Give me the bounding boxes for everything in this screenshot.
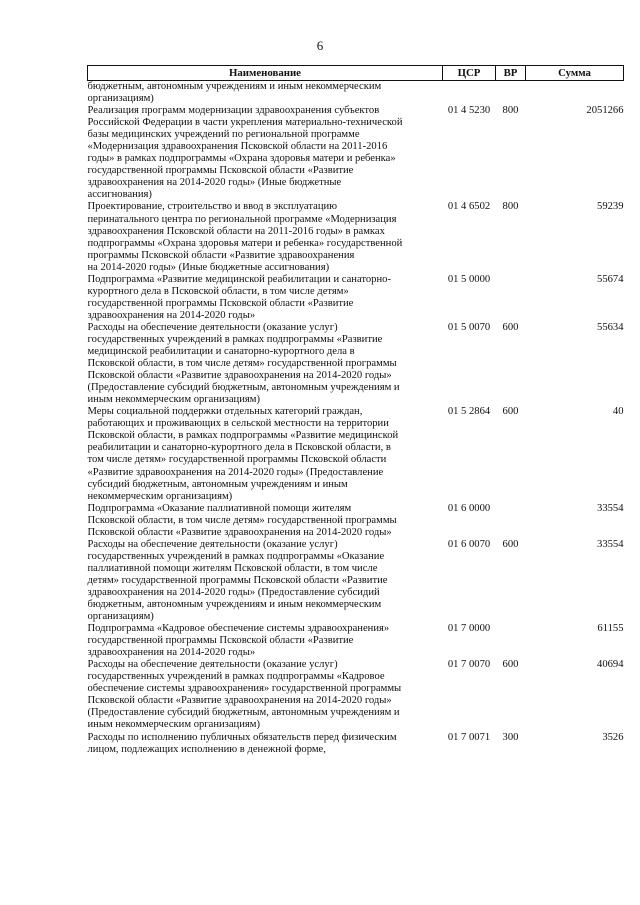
row-name-line: некоммерческим организациям) [87, 490, 233, 502]
row-name-line: (Предоставление субсидий бюджетным, автономным учреждениям и [87, 382, 400, 394]
row-name-line: Псковской области «Развитие здравоохранения на 2014-2020 годы» [87, 370, 392, 382]
row-name-line: работающих и проживающих в сельской местности на территории [87, 418, 389, 430]
row-name-line: Псковской области «Развитие здравоохранения на 2014-2020 годы» [87, 695, 392, 707]
row-name [88, 623, 443, 659]
table-row [88, 322, 624, 406]
row-name-line: (Предоставление субсидий бюджетным, автономным учреждениям и [87, 707, 400, 719]
row-name-line: Расходы на обеспечение деятельности (оказание услуг) [87, 321, 338, 333]
row-sum: 3526 [602, 731, 624, 743]
row-sum: 61155 [597, 623, 624, 635]
row-name-line: здравоохранения на 2014-2020 годы» [87, 647, 256, 659]
row-name-line: организациям) [87, 611, 154, 623]
table-row [88, 274, 624, 322]
header-csr: ЦСР [443, 66, 496, 81]
row-vr [496, 503, 526, 539]
row-vr: 600 [502, 406, 519, 418]
table-row [88, 201, 624, 273]
row-name-line: Проектирование, строительство и ввод в эксплуатацию [87, 201, 338, 213]
row-name [88, 406, 443, 502]
row-csr: 01 5 0070 [447, 321, 491, 333]
table-row [88, 81, 624, 106]
row-name [88, 105, 443, 201]
table-row [88, 732, 624, 756]
row-name [88, 81, 443, 106]
row-csr: 01 5 0000 [447, 273, 491, 285]
row-csr: 01 6 0000 [447, 502, 491, 514]
row-name-line: медицинской реабилитации и санаторно-курортного дела в [87, 346, 355, 358]
table-row [88, 539, 624, 623]
row-name-line: субсидий бюджетным, автономным учреждениям и иным [87, 478, 348, 490]
row-name-line: Подпрограмма «Развитие медицинской реабилитации и санаторно- [87, 273, 391, 285]
row-name-line: реабилитации и санаторно-курортного дела в Псковской области, в [87, 442, 391, 454]
row-name-line: Расходы на обеспечение деятельности (оказание услуг) [87, 659, 338, 671]
row-csr: 01 6 0070 [447, 538, 491, 550]
row-name-line: государственной программы Псковской области «Развитие [87, 297, 354, 309]
row-name-line: Псковской области, в том числе детям» государственной программы [87, 358, 397, 370]
row-vr: 800 [502, 201, 519, 213]
row-vr [496, 623, 526, 659]
header-sum: Сумма [526, 66, 624, 81]
row-name-line: Расходы по исполнению публичных обязательств перед физическим [87, 731, 397, 743]
row-name-line: том числе детям» государственной программы Псковской области [87, 454, 387, 466]
row-vr: 800 [502, 105, 519, 117]
table-row [88, 623, 624, 659]
row-name-line: здравоохранения Псковской области на 2011-2016 годы» в рамках [87, 225, 385, 237]
row-sum: 55634 [597, 321, 624, 333]
row-name-line: иным некоммерческим организациям) [87, 394, 260, 406]
budget-table [87, 65, 624, 756]
row-name [88, 503, 443, 539]
row-vr: 600 [502, 659, 519, 671]
row-name [88, 732, 443, 756]
row-name [88, 539, 443, 623]
header-vr: ВР [496, 66, 526, 81]
table-row [88, 406, 624, 502]
row-sum: 40694 [597, 659, 624, 671]
row-csr: 01 7 0070 [447, 659, 491, 671]
row-name-line: базы медицинских учреждений по региональной программе [87, 129, 360, 141]
row-sum: 33554 [597, 538, 624, 550]
row-vr [496, 81, 526, 106]
row-vr: 600 [502, 538, 519, 550]
row-name-line: иным некоммерческим организациям) [87, 719, 260, 731]
row-name [88, 322, 443, 406]
row-sum: 59239 [597, 201, 624, 213]
row-name-line: Меры социальной поддержки отдельных категорий граждан, [87, 406, 363, 418]
row-name-line: обеспечение системы здравоохранения» государственной программы [87, 683, 402, 695]
row-name-line: Подпрограмма «Оказание паллиативной помощи жителям [87, 502, 352, 514]
row-name-line: бюджетным, автономным учреждениям и иным некоммерческим [87, 81, 382, 92]
row-name-line: государственной программы Псковской области «Развитие [87, 635, 354, 647]
row-vr: 300 [502, 731, 519, 743]
row-csr [443, 81, 496, 106]
table-row [88, 503, 624, 539]
row-name-line: детям» государственной программы Псковской области «Развитие [87, 574, 388, 586]
row-csr: 01 7 0000 [447, 623, 491, 635]
row-name-line: здравоохранения на 2014-2020 годы» (Предоставление субсидий [87, 586, 380, 598]
row-name [88, 274, 443, 322]
row-name-line: программы Псковской области «Развитие здравоохранения [87, 249, 355, 261]
row-name-line: здравоохранения на 2014-2020 годы» (Иные бюджетные [87, 177, 342, 189]
row-name-line: государственных учреждений в рамках подпрограммы «Кадровое [87, 671, 385, 683]
row-name-line: Российской Федерации в части укрепления материально-технической [87, 117, 403, 129]
row-name-line: Псковской области, в том числе детям» государственной программы [87, 514, 397, 526]
row-name-line: курортного дела в Псковской области, в том числе детям» [87, 285, 349, 297]
row-sum: 33554 [597, 502, 624, 514]
row-name-line: организациям) [87, 93, 154, 105]
row-name-line: государственных учреждений в рамках подпрограммы «Развитие [87, 333, 383, 345]
row-name-line: Реализация программ модернизации здравоохранения субъектов [87, 105, 380, 117]
row-csr: 01 4 6502 [447, 201, 491, 213]
row-name-line: паллиативной помощи жителям Псковской области, в том числе [87, 562, 378, 574]
row-name-line: Псковской области, в рамках подпрограммы «Развитие медицинской [87, 430, 399, 442]
row-sum [526, 81, 624, 106]
row-name-line: бюджетным, автономным учреждениям и иным некоммерческим [87, 599, 382, 611]
row-name-line: Расходы на обеспечение деятельности (оказание услуг) [87, 538, 338, 550]
row-name-line: «Развитие здравоохранения на 2014-2020 годы» (Предоставление [87, 466, 384, 478]
row-name-line: ассигнования) [87, 189, 152, 201]
row-name-line: здравоохранения на 2014-2020 годы» [87, 309, 256, 321]
row-name-line: годы» в рамках подпрограммы «Охрана здоровья матери и ребенка» [87, 153, 396, 165]
row-sum: 55674 [597, 273, 624, 285]
row-csr: 01 4 5230 [447, 105, 491, 117]
row-name-line: на 2014-2020 годы» (Иные бюджетные ассигнования) [87, 261, 330, 273]
row-name [88, 659, 443, 731]
row-sum: 2051266 [586, 105, 624, 117]
table-row [88, 659, 624, 731]
row-name-line: перинатального центра по региональной программе «Модернизация [87, 213, 397, 225]
table-header-row [88, 66, 624, 81]
row-csr: 01 7 0071 [447, 731, 491, 743]
row-name-line: лицом, подлежащих исполнению в денежной форме, [87, 743, 326, 755]
row-csr: 01 5 2864 [447, 406, 491, 418]
row-name [88, 201, 443, 273]
table-row [88, 105, 624, 201]
page-number: 6 [316, 38, 324, 53]
row-vr [496, 274, 526, 322]
row-name-line: подпрограммы «Охрана здоровья матери и ребенка» государственной [87, 237, 403, 249]
row-name-line: Псковской области «Развитие здравоохранения на 2014-2020 годы» [87, 526, 392, 538]
row-vr: 600 [502, 321, 519, 333]
row-name-line: государственной программы Псковской области «Развитие [87, 165, 354, 177]
row-name-line: Подпрограмма «Кадровое обеспечение системы здравоохранения» [87, 623, 390, 635]
header-name: Наименование [88, 66, 443, 81]
row-name-line: государственных учреждений в рамках подпрограммы «Оказание [87, 550, 385, 562]
row-sum: 40 [612, 406, 624, 418]
row-name-line: «Модернизация здравоохранения Псковской области на 2011-2016 [87, 141, 388, 153]
